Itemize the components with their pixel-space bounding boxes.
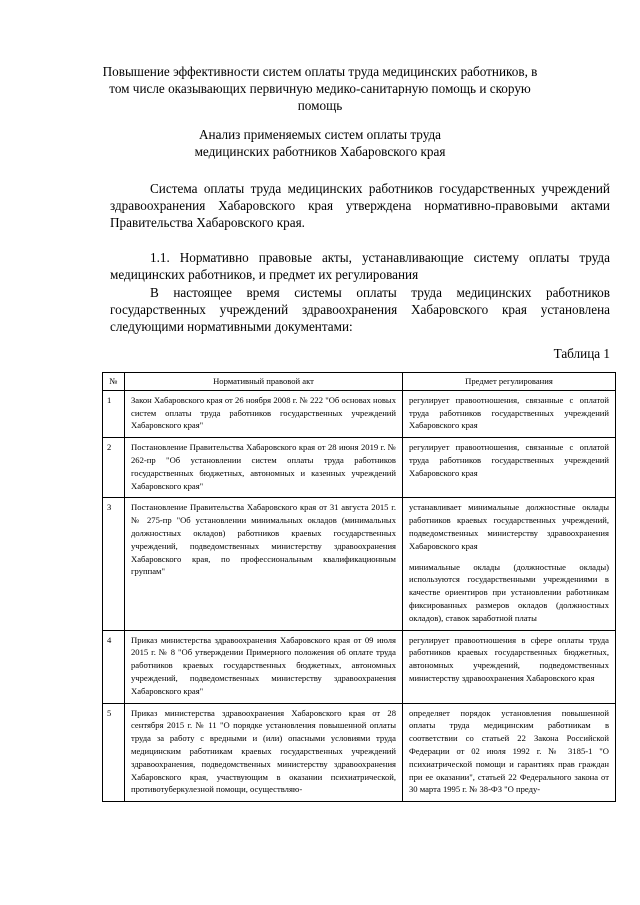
row-subject [403,438,616,498]
subject-paragraph: определяет порядок установления повышенной оплаты труда медицинским работникам в соответствии со статьей 22 Закона Российской Федерации от 02 июля 1992 г. № 3185-1 "О психиатрической помощи и гарантиях прав граждан при ее оказании", статьей 22 Федерального закона от 30 марта 1995 г. № 38-ФЗ "О преду- [409,707,609,795]
table-header-row [103,373,616,391]
subject-paragraph: регулирует правоотношения, связанные с оплатой труда работников государственных учреждений Хабаровского края [409,394,609,431]
row-subject [403,703,616,802]
regulatory-acts-table [102,372,616,802]
header-subject: Предмет регулирования [403,373,616,391]
row-act: Постановление Правительства Хабаровского края от 31 августа 2015 г. № 275-пр "Об установлении минимальных окладов (минимальных должностных окладов) работников краевых государственных учреждений, подведомственных министерству здравоохранения Хабаровского края, по профессиональным квалификационным группам" [125,498,403,630]
subject-paragraph: минимальные оклады (должностные оклады) используются государственными учреждениями в качестве ориентиров при установлении работникам фиксированных размеров окладов (должностных окладов), ставок заработной платы [409,561,609,623]
row-act: Приказ министерства здравоохранения Хабаровского края от 09 июля 2015 г. № 8 "Об утверждении Примерного положения об оплате труда работников краевых государственных бюджетных, автономных учреждений, подведомственных министерству здравоохранения Хабаровского края" [125,630,403,703]
documents-intro-paragraph: В настоящее время системы оплаты труда медицинских работников государственных учреждений здравоохранения Хабаровского края установлена следующими нормативными документами: [110,285,610,334]
document-title: Повышение эффективности систем оплаты труда медицинских работников, в том числе оказывающих первичную медико-санитарную помощь и скорую помощь [102,64,538,113]
table-row [103,703,616,802]
table-row [103,630,616,703]
row-act: Закон Хабаровского края от 26 ноября 2008 г. № 222 "Об основах новых систем оплаты труда работников государственных учреждений Хабаровского края" [125,390,403,437]
row-subject [403,498,616,630]
subject-paragraph: устанавливает минимальные должностные оклады работников краевых государственных учреждений, подведомственных министерству здравоохранения Хабаровского края [409,502,609,551]
table-row [103,438,616,498]
row-number: 4 [103,630,125,703]
subject-paragraph: регулирует правоотношения, связанные с оплатой труда работников государственных учреждений Хабаровского края [409,442,609,478]
subject-paragraph: регулирует правоотношения в сфере оплаты труда работников краевых государственных бюджетных, автономных учреждений, подведомственных министерству здравоохранения Хабаровского края [409,634,609,683]
header-act: Нормативный правовой акт [125,373,403,391]
intro-paragraph: Система оплаты труда медицинских работников государственных учреждений здравоохранения Хабаровского края утверждена нормативно-правовыми актами Правительства Хабаровского края. [110,181,610,230]
row-act: Постановление Правительства Хабаровского края от 28 июня 2019 г. № 262-пр "Об установлении систем оплаты труда работников государственных бюджетных, автономных и казенных учреждений Хабаровского края" [125,438,403,498]
row-subject [403,630,616,703]
header-number: № [103,373,125,391]
row-number: 5 [103,703,125,802]
row-number: 1 [103,390,125,437]
table-row [103,498,616,630]
row-number: 2 [103,438,125,498]
table-label: Таблица 1 [553,346,610,361]
subtitle-line-2: медицинских работников Хабаровского края [194,144,446,159]
table-row [103,390,616,437]
row-number: 3 [103,498,125,630]
subtitle-line-1: Анализ применяемых систем оплаты труда [198,127,442,142]
section-heading-1-1: 1.1. Нормативно правовые акты, устанавливающие систему оплаты труда медицинских работников, и предмет их регулирования [110,250,610,282]
row-act: Приказ министерства здравоохранения Хабаровского края от 28 сентября 2015 г. № 11 "О порядке установления повышенной оплаты труда за работу с вредными и (или) опасными условиями труда медицинским работникам краевых государственных учреждений здравоохранения, подведомственных министерству здравоохранения Хабаровского края, участвующим в оказании психиатрической, противотуберкулезной помощи, осуществляю- [125,703,403,802]
row-subject [403,390,616,437]
section-subtitle [150,126,490,160]
